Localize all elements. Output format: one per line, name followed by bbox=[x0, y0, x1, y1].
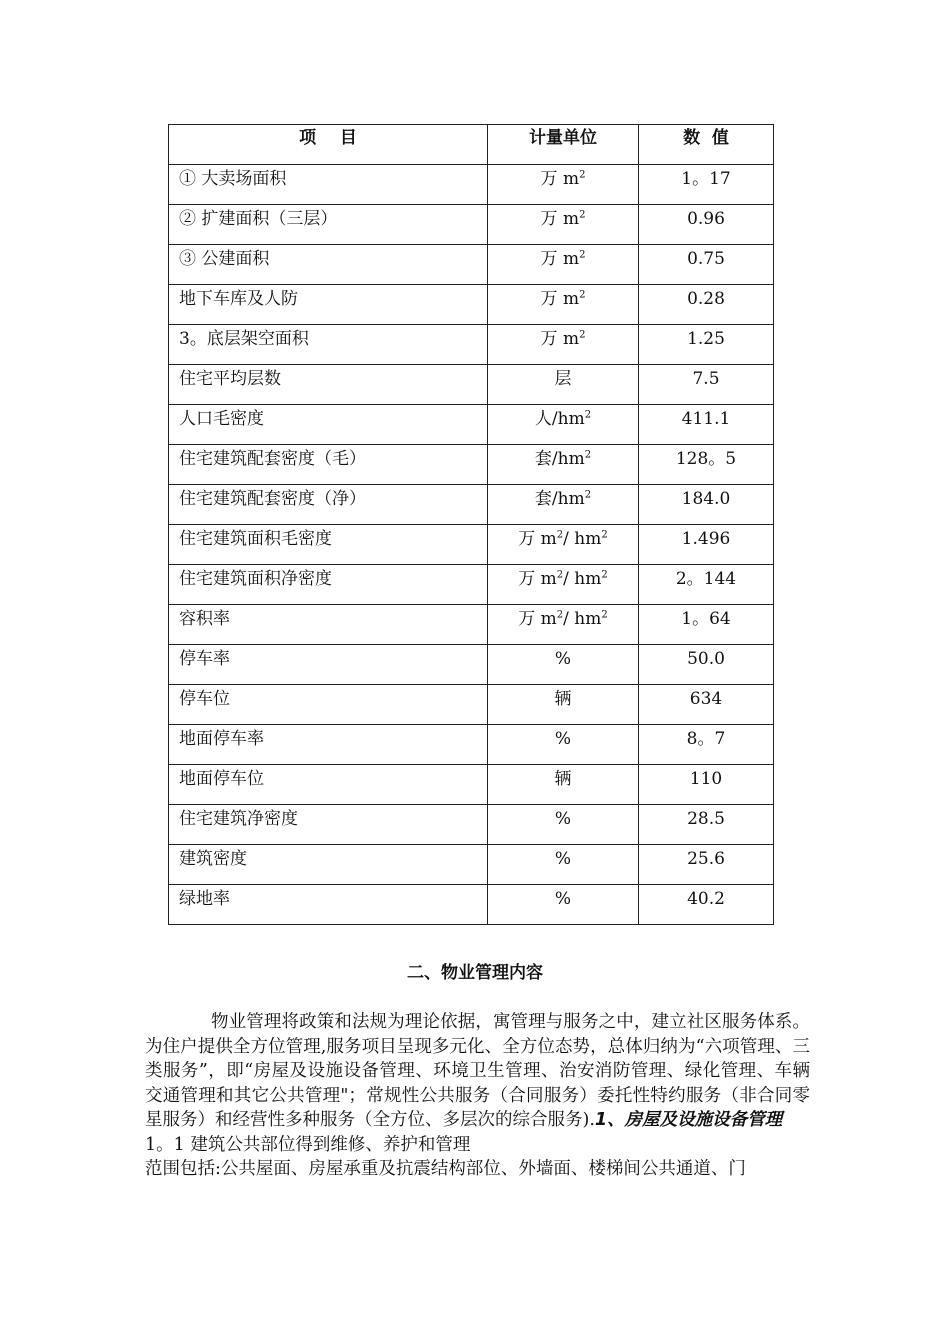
unit-superscript: 2 bbox=[556, 609, 564, 621]
cell-item: 地面停车位 bbox=[169, 765, 488, 805]
unit-base: 层 bbox=[554, 369, 572, 389]
table-row bbox=[169, 285, 774, 325]
unit-superscript: 2 bbox=[579, 209, 586, 221]
cell-item: 住宅建筑面积毛密度 bbox=[169, 525, 488, 565]
cell-item: 地下车库及人防 bbox=[169, 285, 488, 325]
unit-superscript: 2 bbox=[556, 529, 564, 541]
cell-item: 住宅建筑净密度 bbox=[169, 805, 488, 845]
cell-value: 634 bbox=[639, 685, 774, 725]
table-row bbox=[169, 885, 774, 925]
cell-item: 停车位 bbox=[169, 685, 488, 725]
cell-unit bbox=[488, 405, 639, 445]
cell-value: 184.0 bbox=[639, 485, 774, 525]
table-row bbox=[169, 485, 774, 525]
unit-superscript: 2 bbox=[584, 409, 592, 421]
cell-unit bbox=[488, 845, 639, 885]
table-row bbox=[169, 365, 774, 405]
cell-item: 人口毛密度 bbox=[169, 405, 488, 445]
cell-unit bbox=[488, 325, 639, 365]
table-row bbox=[169, 405, 774, 445]
table-row bbox=[169, 445, 774, 485]
unit-superscript: 2 bbox=[584, 449, 592, 461]
unit-base: 套/hm bbox=[534, 449, 585, 469]
cell-item: 住宅建筑配套密度（净） bbox=[169, 485, 488, 525]
table-row bbox=[169, 245, 774, 285]
cell-value: 1.25 bbox=[639, 325, 774, 365]
table-row bbox=[169, 565, 774, 605]
cell-value: 50.0 bbox=[639, 645, 774, 685]
cell-unit bbox=[488, 885, 639, 925]
cell-value: 7.5 bbox=[639, 365, 774, 405]
paragraph-intro-text: 物业管理将政策和法规为理论依据，寓管理与服务之中，建立社区服务体系。为住户提供全方位管理,服务项目呈现多元化、全方位态势，总体归纳为“六项管理、三类服务”，即“房屋及设施设备管理、环境卫生管理、治安消防管理、绿化管理、车辆交通管理和其它公共管理"；常规性公共服务（合同服务）委托性特约服务（非合同零星服务）和经营性多种服务（全方位、多层次的综合服务). bbox=[145, 1012, 810, 1130]
cell-item: ③ 公建面积 bbox=[169, 245, 488, 285]
unit-base: % bbox=[554, 729, 572, 749]
unit-base: 人/hm bbox=[534, 409, 585, 429]
table-body bbox=[169, 165, 774, 925]
cell-unit bbox=[488, 685, 639, 725]
cell-item: 住宅建筑配套密度（毛） bbox=[169, 445, 488, 485]
unit-base: % bbox=[554, 809, 572, 829]
unit-superscript: 2 bbox=[579, 289, 586, 301]
section-heading: 二、物业管理内容 bbox=[407, 963, 543, 983]
subheading-housing-facilities: 1、房屋及设施设备管理 bbox=[594, 1110, 783, 1130]
unit-base: 套/hm bbox=[534, 489, 585, 509]
cell-item: 停车率 bbox=[169, 645, 488, 685]
table-row bbox=[169, 205, 774, 245]
table-row bbox=[169, 605, 774, 645]
cell-unit bbox=[488, 365, 639, 405]
cell-unit bbox=[488, 645, 639, 685]
cell-item: ② 扩建面积（三层） bbox=[169, 205, 488, 245]
paragraph-intro bbox=[145, 1010, 810, 1133]
unit-tail: / hm bbox=[563, 529, 602, 549]
table-row bbox=[169, 805, 774, 845]
spec-table bbox=[168, 124, 774, 925]
unit-base: % bbox=[554, 849, 572, 869]
unit-base: 万 m bbox=[518, 609, 557, 629]
cell-item: 绿地率 bbox=[169, 885, 488, 925]
cell-value: 0.96 bbox=[639, 205, 774, 245]
cell-item: 住宅建筑面积净密度 bbox=[169, 565, 488, 605]
cell-item: 地面停车率 bbox=[169, 725, 488, 765]
unit-superscript: 2 bbox=[584, 489, 592, 501]
cell-value: 128。5 bbox=[639, 445, 774, 485]
cell-item: 建筑密度 bbox=[169, 845, 488, 885]
header-value: 数 值 bbox=[639, 125, 774, 165]
cell-unit bbox=[488, 165, 639, 205]
table-row bbox=[169, 845, 774, 885]
table-row bbox=[169, 525, 774, 565]
cell-unit bbox=[488, 445, 639, 485]
unit-base: 万 m bbox=[518, 569, 557, 589]
cell-value: 2。144 bbox=[639, 565, 774, 605]
cell-value: 1。64 bbox=[639, 605, 774, 645]
cell-unit bbox=[488, 245, 639, 285]
header-item: 项 目 bbox=[169, 125, 488, 165]
unit-base: % bbox=[554, 649, 572, 669]
cell-unit bbox=[488, 725, 639, 765]
header-unit: 计量单位 bbox=[488, 125, 639, 165]
cell-value: 8。7 bbox=[639, 725, 774, 765]
body-text bbox=[145, 1010, 810, 1182]
unit-base: 万 m bbox=[540, 289, 580, 309]
table-row bbox=[169, 645, 774, 685]
unit-base: 万 m bbox=[540, 209, 580, 229]
unit-base: 万 m bbox=[540, 329, 580, 349]
unit-base: 万 m bbox=[540, 249, 580, 269]
cell-unit bbox=[488, 565, 639, 605]
cell-value: 0.75 bbox=[639, 245, 774, 285]
unit-superscript: 2 bbox=[556, 569, 564, 581]
cell-item: ① 大卖场面积 bbox=[169, 165, 488, 205]
cell-value: 1.496 bbox=[639, 525, 774, 565]
cell-value: 1。17 bbox=[639, 165, 774, 205]
unit-base: 万 m bbox=[518, 529, 557, 549]
unit-superscript: 2 bbox=[579, 329, 586, 341]
cell-value: 40.2 bbox=[639, 885, 774, 925]
cell-item: 容积率 bbox=[169, 605, 488, 645]
cell-unit bbox=[488, 205, 639, 245]
table-row bbox=[169, 165, 774, 205]
unit-base: 万 m bbox=[540, 169, 580, 189]
unit-superscript: 2 bbox=[601, 529, 608, 541]
cell-value: 110 bbox=[639, 765, 774, 805]
paragraph-subsection: 1。1 建筑公共部位得到维修、养护和管理 bbox=[145, 1134, 471, 1155]
unit-superscript: 2 bbox=[601, 609, 608, 621]
table-row bbox=[169, 725, 774, 765]
unit-tail: / hm bbox=[563, 569, 602, 589]
unit-base: % bbox=[554, 889, 572, 909]
cell-unit bbox=[488, 285, 639, 325]
table-row bbox=[169, 325, 774, 365]
cell-item: 住宅平均层数 bbox=[169, 365, 488, 405]
cell-unit bbox=[488, 525, 639, 565]
unit-superscript: 2 bbox=[579, 249, 586, 261]
unit-tail: / hm bbox=[563, 609, 602, 629]
cell-value: 0.28 bbox=[639, 285, 774, 325]
unit-base: 辆 bbox=[554, 689, 572, 709]
cell-unit bbox=[488, 765, 639, 805]
cell-unit bbox=[488, 605, 639, 645]
table-header-row bbox=[169, 125, 774, 165]
cell-item: 3。底层架空面积 bbox=[169, 325, 488, 365]
cell-unit bbox=[488, 805, 639, 845]
paragraph-scope: 范围包括:公共屋面、房屋承重及抗震结构部位、外墙面、楼梯间公共通道、门 bbox=[145, 1159, 746, 1179]
cell-value: 411.1 bbox=[639, 405, 774, 445]
table-row bbox=[169, 765, 774, 805]
cell-value: 28.5 bbox=[639, 805, 774, 845]
unit-superscript: 2 bbox=[579, 169, 586, 181]
unit-superscript: 2 bbox=[601, 569, 608, 581]
cell-value: 25.6 bbox=[639, 845, 774, 885]
unit-base: 辆 bbox=[554, 769, 572, 789]
table-row bbox=[169, 685, 774, 725]
cell-unit bbox=[488, 485, 639, 525]
